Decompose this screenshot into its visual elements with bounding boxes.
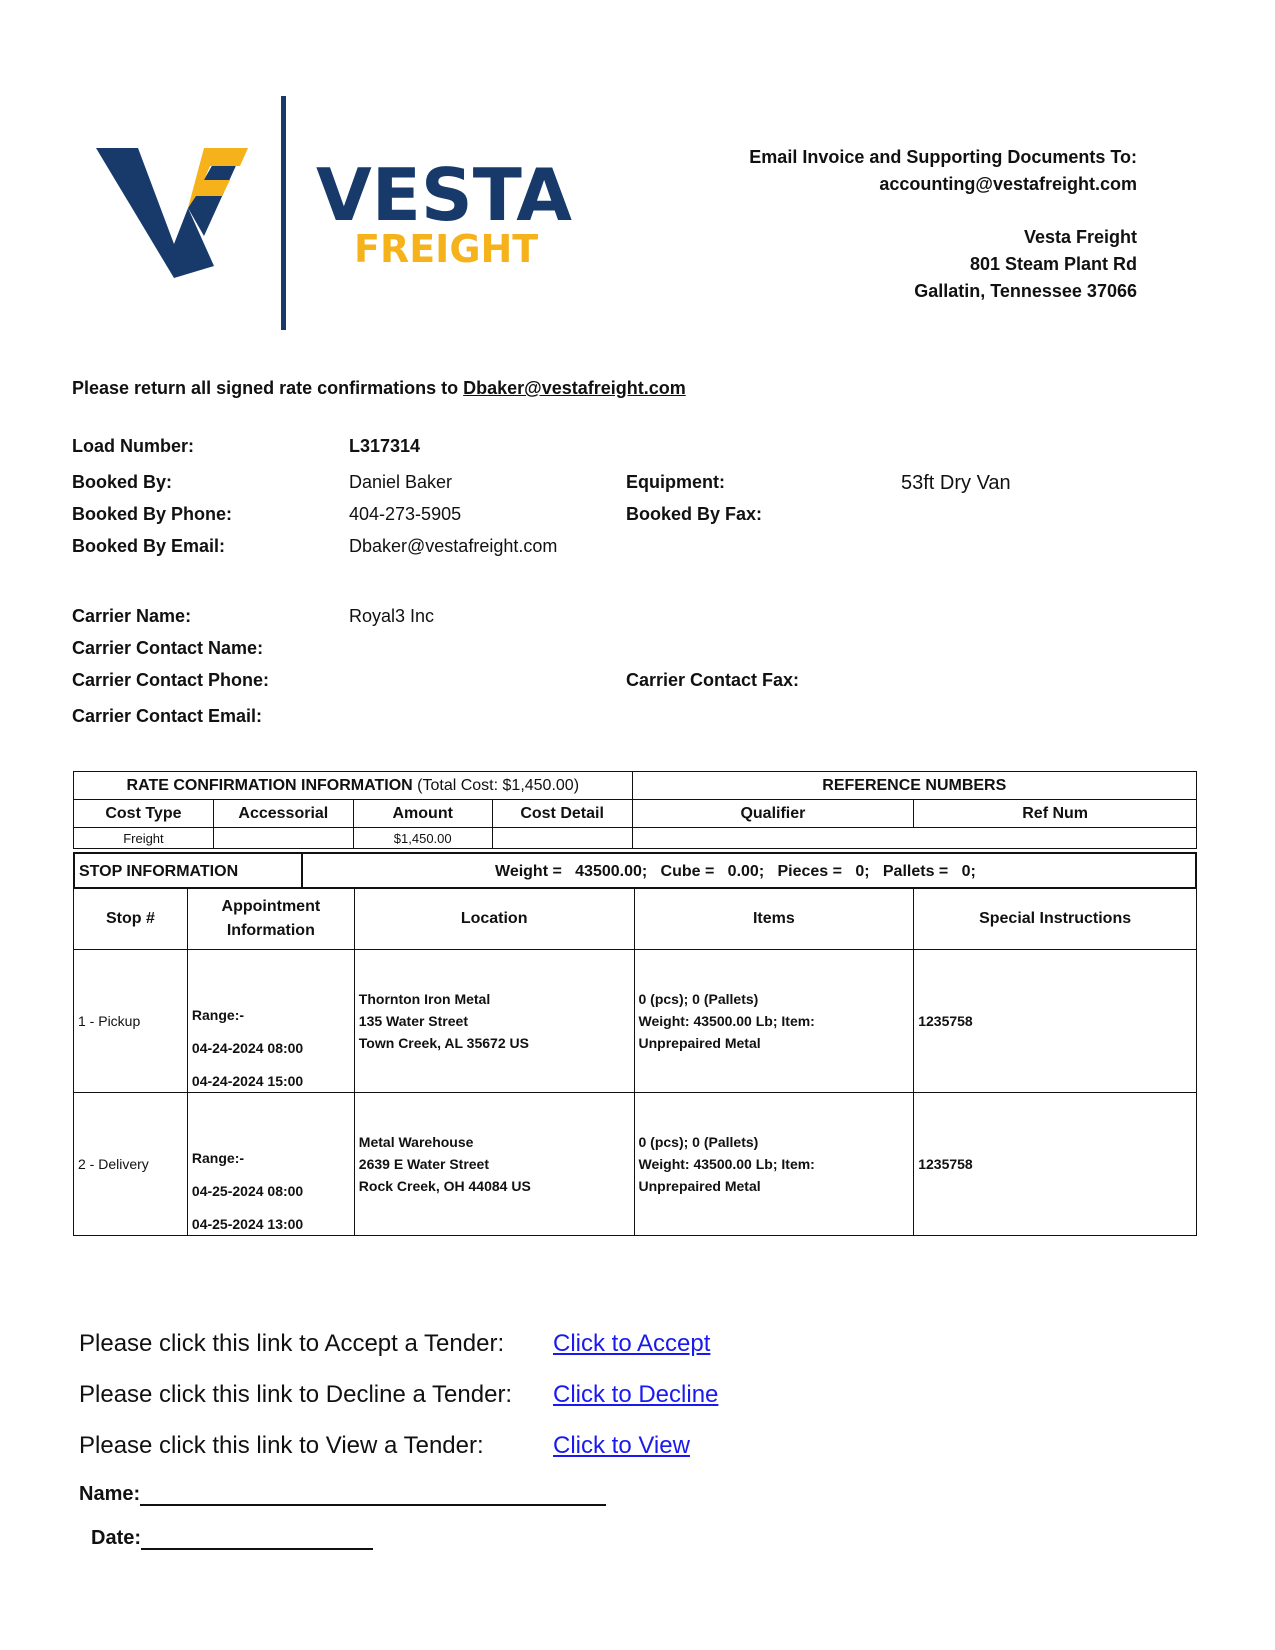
rate-confirmation-table <box>73 771 1197 849</box>
items-weight: Weight: 43500.00 Lb; Item: <box>638 1013 815 1029</box>
location-cell <box>354 1093 634 1236</box>
date-signature-field[interactable] <box>91 1524 373 1550</box>
booked-by-email-label: Booked By Email: <box>72 536 226 556</box>
special-instructions-cell <box>914 1093 1197 1236</box>
table-row <box>74 1093 1197 1236</box>
col-items: Items <box>634 889 914 950</box>
stop-label-cell <box>74 1093 188 1236</box>
booked-by: Daniel Baker <box>349 472 453 492</box>
booked-by-fax-label: Booked By Fax: <box>626 504 763 524</box>
stop-label-cell <box>74 950 188 1093</box>
booked-by-phone: 404-273-5905 <box>349 504 462 524</box>
company-city: Gallatin, Tennessee 37066 <box>914 281 1137 301</box>
col-accessorial: Accessorial <box>213 800 353 828</box>
accept-tender-row <box>79 1330 711 1358</box>
col-appointment <box>187 889 354 950</box>
appointment-range: Range:- <box>191 1007 245 1023</box>
col-appointment-line2: Information <box>226 922 315 939</box>
load-number-label: Load Number: <box>72 436 195 456</box>
logo-divider <box>281 96 286 330</box>
rate-total: (Total Cost: $1,450.00) <box>417 776 580 794</box>
decline-tender-link[interactable]: Click to Decline <box>553 1381 719 1408</box>
appointment-cell <box>187 950 354 1093</box>
items-description: Unprepaired Metal <box>638 1178 761 1194</box>
accessorial-cell <box>213 828 353 849</box>
appointment-start: 04-25-2024 08:00 <box>191 1183 304 1199</box>
logo-word-freight: FREIGHT <box>354 227 539 271</box>
view-tender-row <box>79 1432 690 1460</box>
logo-word-vesta: VESTA <box>316 153 573 237</box>
appointment-start: 04-24-2024 08:00 <box>191 1040 304 1056</box>
location-name: Metal Warehouse <box>358 1134 474 1150</box>
name-signature-line[interactable] <box>140 1480 606 1506</box>
col-stop-number: Stop # <box>74 889 188 950</box>
name-label: Name: <box>79 1483 141 1505</box>
stop-info-title: STOP INFORMATION <box>79 863 239 880</box>
location-street: 135 Water Street <box>358 1013 468 1029</box>
return-email-link[interactable]: Dbaker@vestafreight.com <box>463 378 686 398</box>
col-location: Location <box>354 889 634 950</box>
equipment-label: Equipment: <box>626 472 725 492</box>
stop-info-metrics: Weight = 43500.00; Cube = 0.00; Pieces = 0; Pallets = 0; <box>495 863 976 880</box>
equipment: 53ft Dry Van <box>901 472 1011 494</box>
return-text: Please return all signed rate confirmations to <box>72 378 464 398</box>
load-number: L317314 <box>349 436 421 456</box>
date-label: Date: <box>91 1527 142 1549</box>
appointment-end: 04-25-2024 13:00 <box>191 1216 304 1232</box>
stop-information-header <box>73 852 1197 889</box>
stop-label: 2 - Delivery <box>78 1156 149 1172</box>
carrier-contact-fax-label: Carrier Contact Fax: <box>626 670 800 690</box>
reference-numbers-title: REFERENCE NUMBERS <box>632 772 1196 800</box>
col-cost-type: Cost Type <box>74 800 214 828</box>
accept-tender-link[interactable]: Click to Accept <box>553 1330 711 1357</box>
stop-info-divider <box>301 854 303 887</box>
carrier-contact-name-label: Carrier Contact Name: <box>72 638 264 658</box>
booked-by-label: Booked By: <box>72 472 173 492</box>
invoice-email-block <box>749 144 1137 198</box>
decline-tender-row <box>79 1381 719 1409</box>
carrier-name: Royal3 Inc <box>349 606 435 626</box>
col-ref-num: Ref Num <box>914 800 1197 828</box>
appointment-range: Range:- <box>191 1150 245 1166</box>
appointment-end: 04-24-2024 15:00 <box>191 1073 304 1089</box>
view-tender-link[interactable]: Click to View <box>553 1432 690 1459</box>
stop-label: 1 - Pickup <box>78 1013 141 1029</box>
location-city: Rock Creek, OH 44084 US <box>358 1178 531 1194</box>
items-cell <box>634 1093 914 1236</box>
decline-tender-text: Please click this link to Decline a Tender: <box>79 1381 513 1408</box>
location-cell <box>354 950 634 1093</box>
location-street: 2639 E Water Street <box>358 1156 490 1172</box>
reference-cell <box>632 828 1196 849</box>
rate-title: RATE CONFIRMATION INFORMATION <box>126 776 413 794</box>
accept-tender-text: Please click this link to Accept a Tender: <box>79 1330 505 1357</box>
name-signature-field[interactable] <box>79 1480 606 1506</box>
special-instructions: 1235758 <box>918 1013 973 1029</box>
cost-type-cell: Freight <box>74 828 214 849</box>
carrier-contact-phone-label: Carrier Contact Phone: <box>72 670 270 690</box>
location-name: Thornton Iron Metal <box>358 991 491 1007</box>
items-description: Unprepaired Metal <box>638 1035 761 1051</box>
date-signature-line[interactable] <box>141 1524 373 1550</box>
appointment-cell <box>187 1093 354 1236</box>
view-tender-text: Please click this link to View a Tender: <box>79 1432 484 1459</box>
special-instructions-cell <box>914 950 1197 1093</box>
col-special-instructions: Special Instructions <box>914 889 1197 950</box>
items-weight: Weight: 43500.00 Lb; Item: <box>638 1156 815 1172</box>
booked-by-phone-label: Booked By Phone: <box>72 504 233 524</box>
rate-title-cell <box>74 772 633 800</box>
col-amount: Amount <box>353 800 492 828</box>
special-instructions: 1235758 <box>918 1156 973 1172</box>
booked-by-email: Dbaker@vestafreight.com <box>349 536 558 556</box>
company-street: 801 Steam Plant Rd <box>969 254 1137 274</box>
carrier-contact-email-label: Carrier Contact Email: <box>72 706 263 726</box>
col-qualifier: Qualifier <box>632 800 914 828</box>
company-address <box>914 224 1137 305</box>
return-instructions <box>72 378 686 399</box>
cost-detail-cell <box>492 828 632 849</box>
items-count: 0 (pcs); 0 (Pallets) <box>638 1134 759 1150</box>
col-appointment-line1: Appointment <box>221 898 321 915</box>
amount-cell: $1,450.00 <box>353 828 492 849</box>
stops-table <box>73 888 1197 1236</box>
invoice-heading: Email Invoice and Supporting Documents To: <box>749 147 1137 167</box>
invoice-email[interactable]: accounting@vestafreight.com <box>879 174 1137 194</box>
table-row <box>74 950 1197 1093</box>
company-name: Vesta Freight <box>1023 227 1137 247</box>
col-cost-detail: Cost Detail <box>492 800 632 828</box>
vesta-freight-logo <box>96 96 616 346</box>
location-city: Town Creek, AL 35672 US <box>358 1035 529 1051</box>
table-row <box>74 828 1197 849</box>
items-count: 0 (pcs); 0 (Pallets) <box>638 991 759 1007</box>
items-cell <box>634 950 914 1093</box>
carrier-name-label: Carrier Name: <box>72 606 192 626</box>
